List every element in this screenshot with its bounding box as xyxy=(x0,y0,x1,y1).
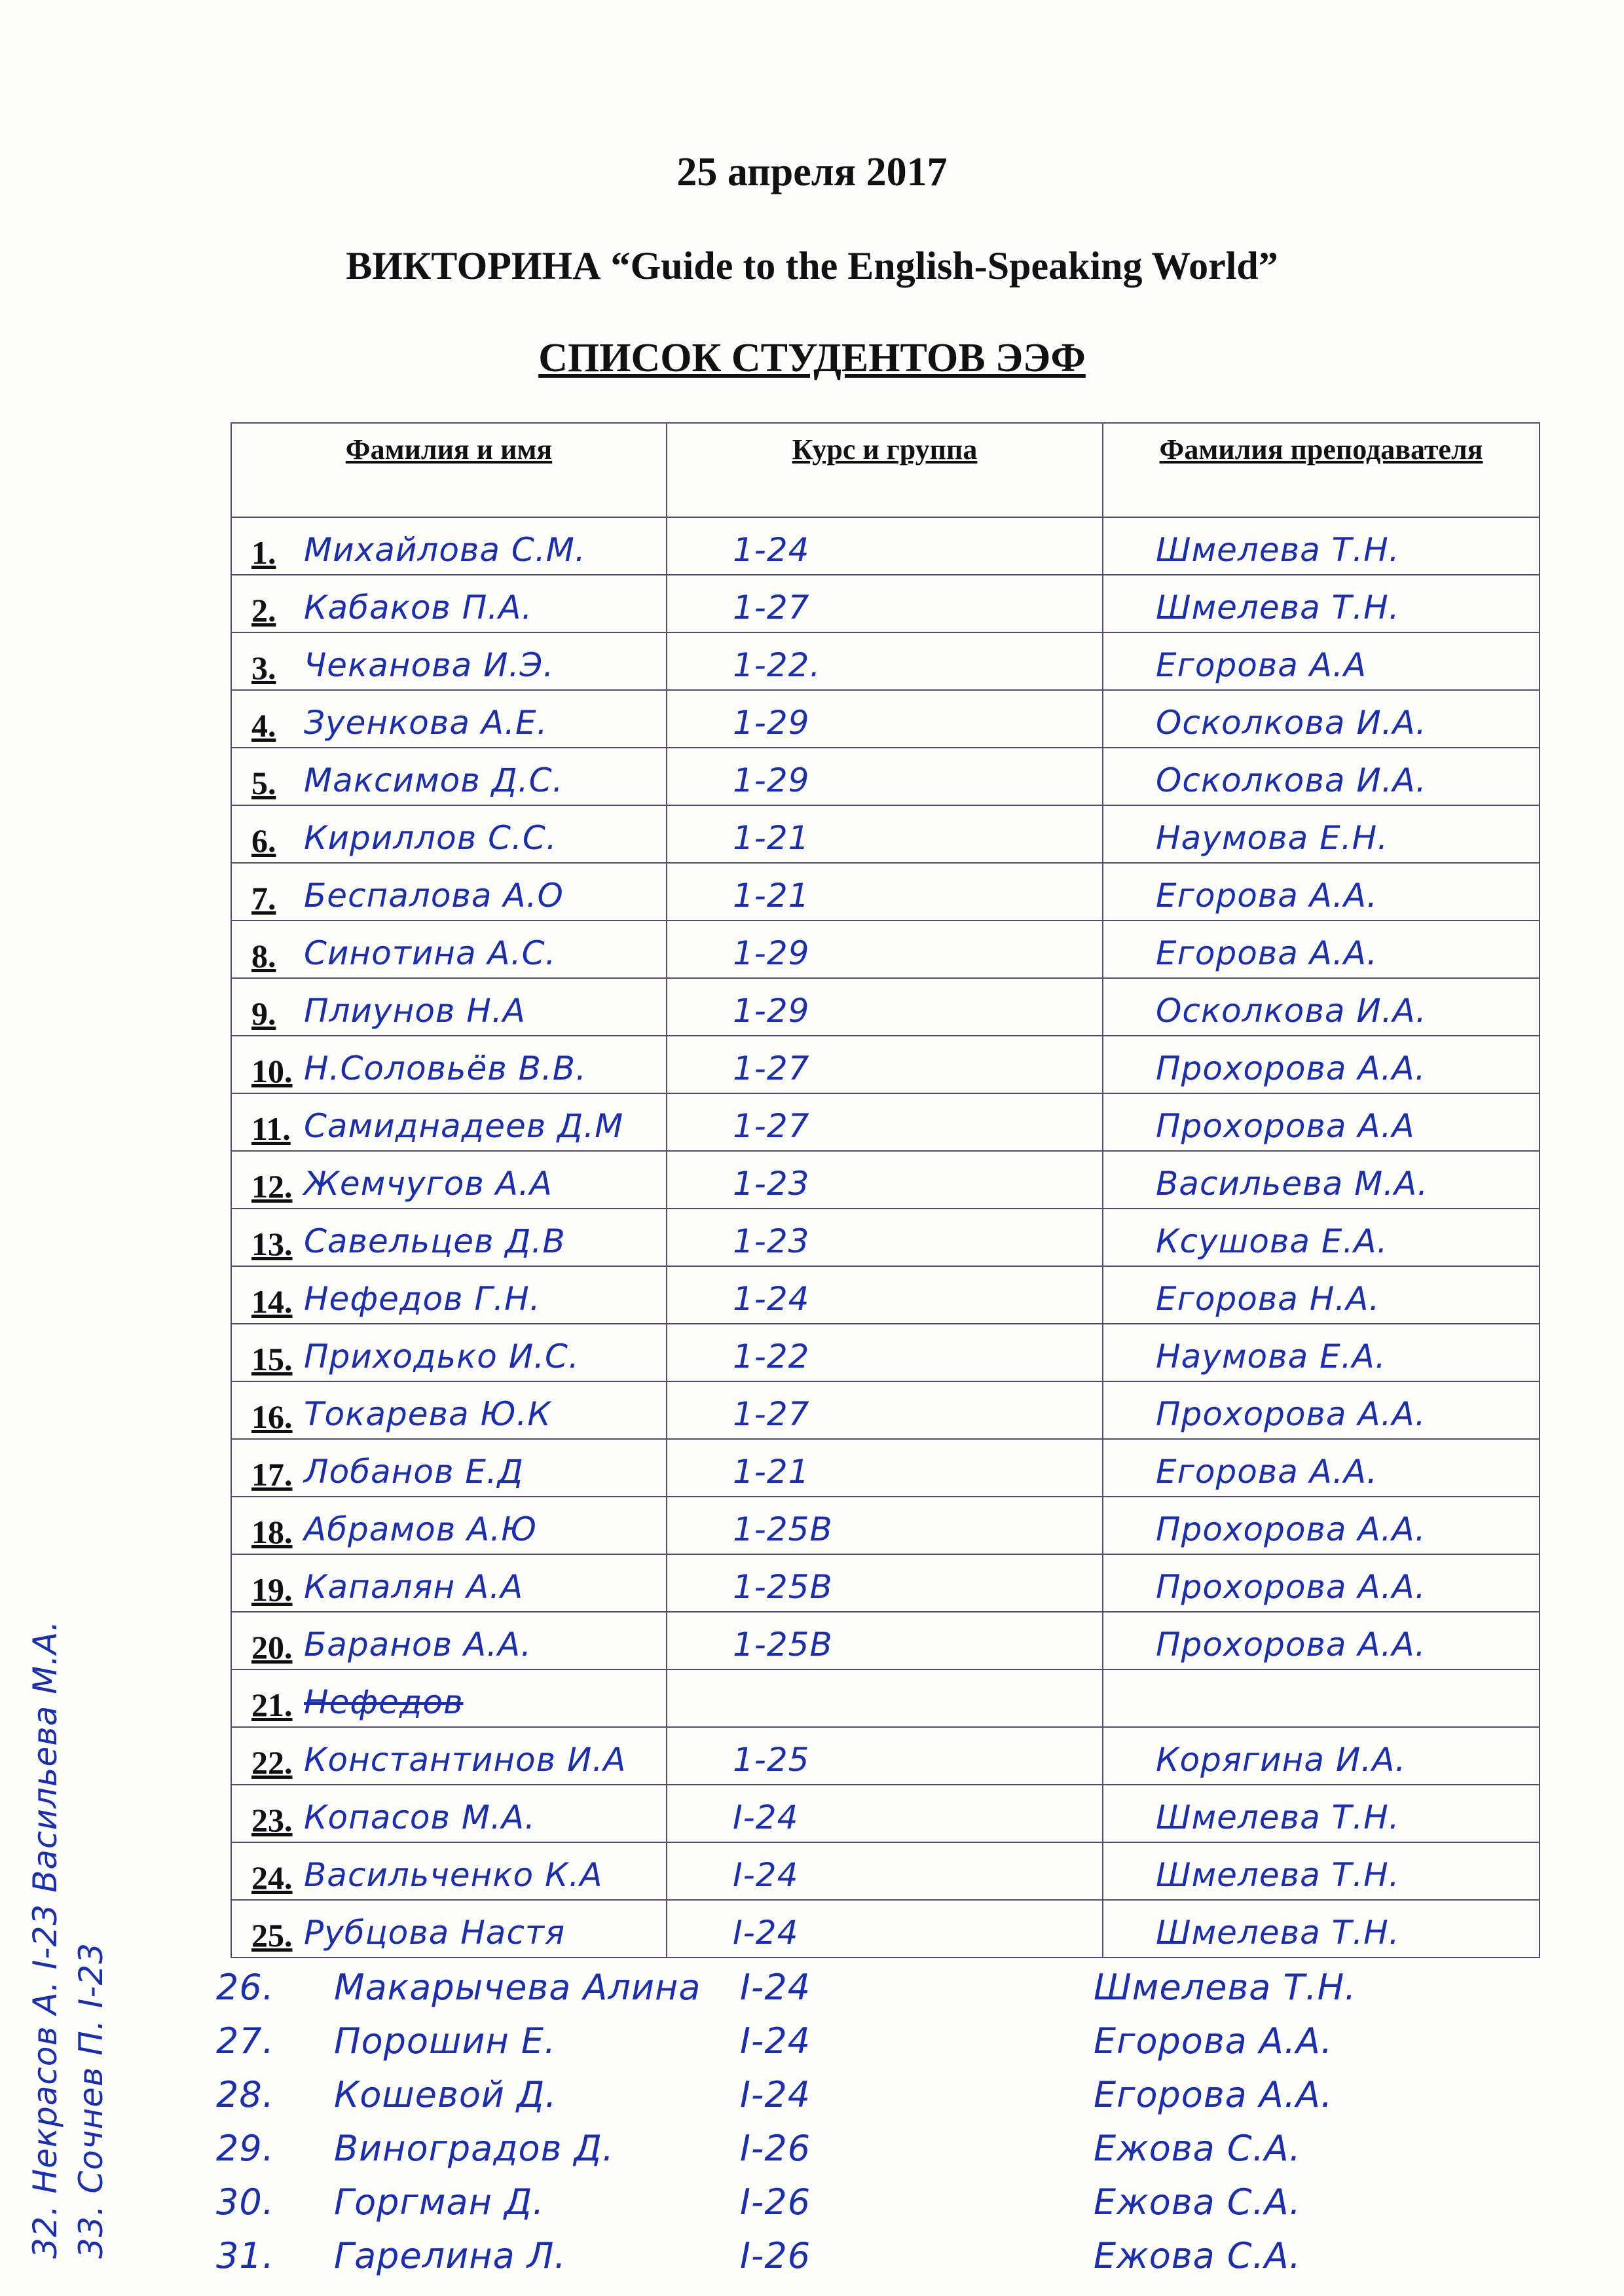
cell-group xyxy=(667,1324,1103,1381)
teacher-name: Шмелева Т.Н. xyxy=(1156,589,1400,627)
student-name: Савельцев Д.В xyxy=(304,1222,566,1260)
extra-teacher-name: Ежова С.А. xyxy=(1094,2128,1301,2169)
cell-teacher xyxy=(1103,1266,1540,1324)
extra-student-name: Гарелина Л. xyxy=(334,2235,566,2276)
table-row xyxy=(231,1612,1540,1669)
student-name: Приходько И.С. xyxy=(304,1338,580,1376)
student-name: Нефедов Г.Н. xyxy=(304,1280,541,1318)
student-name: Самиднадеев Д.М xyxy=(304,1107,624,1145)
cell-group xyxy=(667,1554,1103,1612)
row-number: 10. xyxy=(251,1053,293,1089)
list-title: СПИСОК СТУДЕНТОВ ЭЭФ xyxy=(538,336,1086,380)
cell-name xyxy=(231,1036,667,1093)
student-name: Лобанов Е.Д xyxy=(304,1453,524,1491)
cell-name xyxy=(231,1381,667,1439)
column-header-name: Фамилия и имя xyxy=(231,423,667,517)
cell-name xyxy=(231,805,667,863)
cell-name xyxy=(231,1439,667,1497)
cell-name xyxy=(231,632,667,690)
extra-row xyxy=(216,2115,1526,2169)
teacher-name: Егорова А.А. xyxy=(1156,934,1378,972)
table-row xyxy=(231,517,1540,575)
course-group: 1-21 xyxy=(733,1453,810,1491)
table-row xyxy=(231,1554,1540,1612)
extra-course-group: I-26 xyxy=(740,2128,811,2169)
course-group: 1-21 xyxy=(733,877,810,915)
extra-row-number: 31. xyxy=(216,2235,274,2276)
cell-teacher xyxy=(1103,1554,1540,1612)
extra-student-name: Горгман Д. xyxy=(334,2181,545,2223)
row-number: 20. xyxy=(251,1629,293,1666)
cell-teacher xyxy=(1103,517,1540,575)
extra-row-number: 30. xyxy=(216,2181,274,2223)
cell-name xyxy=(231,690,667,748)
course-group: 1-22 xyxy=(733,1338,810,1376)
table-row xyxy=(231,690,1540,748)
table-row xyxy=(231,1785,1540,1842)
cell-name xyxy=(231,863,667,920)
cell-group xyxy=(667,1266,1103,1324)
row-number: 22. xyxy=(251,1744,293,1781)
extra-row-number: 28. xyxy=(216,2074,274,2115)
student-name: Константинов И.А xyxy=(304,1741,627,1779)
extra-course-group: I-26 xyxy=(740,2235,811,2276)
teacher-name: Шмелева Т.Н. xyxy=(1156,531,1400,569)
table-row xyxy=(231,1727,1540,1785)
student-name: Токарева Ю.К xyxy=(304,1395,551,1433)
course-group: 1-27 xyxy=(733,1049,810,1087)
course-group: I-24 xyxy=(733,1856,799,1894)
student-name: Нефедов xyxy=(304,1683,464,1721)
student-name: Чеканова И.Э. xyxy=(304,646,555,684)
extra-teacher-name: Ежова С.А. xyxy=(1094,2181,1301,2223)
cell-group xyxy=(667,1439,1103,1497)
cell-group xyxy=(667,1151,1103,1209)
student-name: Максимов Д.С. xyxy=(304,761,564,799)
extra-row-number: 27. xyxy=(216,2020,274,2062)
cell-name xyxy=(231,1612,667,1669)
student-name: Жемчугов А.А xyxy=(304,1165,553,1203)
student-name: Синотина А.С. xyxy=(304,934,557,972)
table-row xyxy=(231,1669,1540,1727)
course-group: 1-24 xyxy=(733,531,810,569)
cell-group xyxy=(667,978,1103,1036)
extra-row xyxy=(216,2062,1526,2115)
table-row xyxy=(231,978,1540,1036)
extra-student-name: Порошин Е. xyxy=(334,2020,557,2062)
cell-name xyxy=(231,1669,667,1727)
table-row xyxy=(231,920,1540,978)
teacher-name: Осколкова И.А. xyxy=(1156,761,1427,799)
row-number: 25. xyxy=(251,1917,293,1954)
cell-teacher xyxy=(1103,1497,1540,1554)
table-row xyxy=(231,1439,1540,1497)
extra-student-name: Виноградов Д. xyxy=(334,2128,614,2169)
cell-teacher xyxy=(1103,1785,1540,1842)
column-header-group: Курс и группа xyxy=(667,423,1103,517)
extra-student-name: Кошевой Д. xyxy=(334,2074,557,2115)
extra-row xyxy=(216,1954,1526,2008)
extra-row-number: 26. xyxy=(216,1967,274,2008)
teacher-name: Шмелева Т.Н. xyxy=(1156,1914,1400,1952)
student-name: Плиунов Н.А xyxy=(304,992,526,1030)
cell-group xyxy=(667,1036,1103,1093)
cell-group xyxy=(667,517,1103,575)
cell-name xyxy=(231,1324,667,1381)
cell-group xyxy=(667,1727,1103,1785)
cell-group xyxy=(667,1612,1103,1669)
row-number: 1. xyxy=(251,534,276,571)
cell-name xyxy=(231,1785,667,1842)
cell-teacher xyxy=(1103,1900,1540,1958)
teacher-name: Наумова Е.Н. xyxy=(1156,819,1389,857)
table-row xyxy=(231,1036,1540,1093)
course-group: 1-29 xyxy=(733,934,810,972)
teacher-name: Шмелева Т.Н. xyxy=(1156,1856,1400,1894)
row-number: 24. xyxy=(251,1859,293,1896)
extra-course-group: I-24 xyxy=(740,1967,811,2008)
cell-teacher xyxy=(1103,1036,1540,1093)
cell-group xyxy=(667,632,1103,690)
course-group: I-24 xyxy=(733,1798,799,1836)
teacher-name: Егорова Н.А. xyxy=(1156,1280,1380,1318)
cell-name xyxy=(231,1900,667,1958)
cell-teacher xyxy=(1103,978,1540,1036)
cell-name xyxy=(231,1266,667,1324)
cell-group xyxy=(667,920,1103,978)
teacher-name: Прохорова А.А xyxy=(1156,1107,1415,1145)
course-group: 1-27 xyxy=(733,1107,810,1145)
cell-teacher xyxy=(1103,1612,1540,1669)
table-row xyxy=(231,1151,1540,1209)
cell-group xyxy=(667,1209,1103,1266)
teacher-name: Осколкова И.А. xyxy=(1156,704,1427,742)
table-header-row xyxy=(231,423,1540,517)
row-number: 11. xyxy=(251,1110,291,1147)
cell-group xyxy=(667,1785,1103,1842)
row-number: 7. xyxy=(251,880,276,917)
cell-name xyxy=(231,517,667,575)
table-row xyxy=(231,1266,1540,1324)
table-row xyxy=(231,575,1540,632)
extra-course-group: I-24 xyxy=(740,2020,811,2062)
extra-row xyxy=(216,2223,1526,2276)
course-group: 1-25 xyxy=(733,1741,810,1779)
cell-teacher xyxy=(1103,1324,1540,1381)
cell-name xyxy=(231,1842,667,1900)
row-number: 16. xyxy=(251,1398,293,1435)
student-name: Васильченко К.А xyxy=(304,1856,603,1894)
extra-teacher-name: Ежова С.А. xyxy=(1094,2235,1301,2276)
row-number: 13. xyxy=(251,1226,293,1262)
cell-name xyxy=(231,1497,667,1554)
row-number: 19. xyxy=(251,1571,293,1608)
table-row xyxy=(231,1209,1540,1266)
extra-teacher-name: Егорова А.А. xyxy=(1094,2074,1333,2115)
cell-group xyxy=(667,805,1103,863)
cell-teacher xyxy=(1103,1669,1540,1727)
margin-note-32: 32. Некрасов А. I-23 Васильева М.А. xyxy=(26,1620,64,2259)
cell-teacher xyxy=(1103,920,1540,978)
student-name: Баранов А.А. xyxy=(304,1626,532,1664)
teacher-name: Корягина И.А. xyxy=(1156,1741,1407,1779)
row-number: 9. xyxy=(251,995,276,1032)
teacher-name: Егорова А.А xyxy=(1156,646,1367,684)
cell-name xyxy=(231,748,667,805)
cell-group xyxy=(667,1093,1103,1151)
course-group: 1-25В xyxy=(733,1568,833,1606)
student-name: Кабаков П.А. xyxy=(304,589,533,627)
course-group: 1-22. xyxy=(733,646,821,684)
student-name: Н.Соловьёв В.В. xyxy=(304,1049,587,1087)
extra-teacher-name: Шмелева Т.Н. xyxy=(1094,1967,1357,2008)
table-row xyxy=(231,1842,1540,1900)
row-number: 14. xyxy=(251,1283,293,1320)
teacher-name: Егорова А.А. xyxy=(1156,1453,1378,1491)
extra-course-group: I-24 xyxy=(740,2074,811,2115)
student-name: Абрамов А.Ю xyxy=(304,1510,538,1548)
cell-group xyxy=(667,748,1103,805)
course-group: 1-23 xyxy=(733,1222,810,1260)
table-row xyxy=(231,1381,1540,1439)
cell-teacher xyxy=(1103,1151,1540,1209)
document-date: 25 апреля 2017 xyxy=(676,150,948,194)
row-number: 23. xyxy=(251,1802,293,1838)
cell-teacher xyxy=(1103,1209,1540,1266)
table-row xyxy=(231,1324,1540,1381)
cell-group xyxy=(667,1497,1103,1554)
cell-group xyxy=(667,575,1103,632)
course-group: 1-25В xyxy=(733,1510,833,1548)
course-group: 1-29 xyxy=(733,761,810,799)
student-name: Беспалова А.О xyxy=(304,877,564,915)
column-header-teacher: Фамилия преподавателя xyxy=(1103,423,1540,517)
cell-teacher xyxy=(1103,1093,1540,1151)
teacher-name: Прохорова А.А. xyxy=(1156,1510,1426,1548)
cell-group xyxy=(667,863,1103,920)
extra-row xyxy=(216,2169,1526,2223)
teacher-name: Егорова А.А. xyxy=(1156,877,1378,915)
row-number: 8. xyxy=(251,938,276,974)
row-number: 21. xyxy=(251,1686,293,1723)
student-name: Копасов М.А. xyxy=(304,1798,536,1836)
cell-name xyxy=(231,1151,667,1209)
student-name: Рубцова Настя xyxy=(304,1914,566,1952)
cell-teacher xyxy=(1103,1439,1540,1497)
cell-group xyxy=(667,690,1103,748)
cell-group xyxy=(667,1669,1103,1727)
cell-teacher xyxy=(1103,805,1540,863)
teacher-name: Наумова Е.А. xyxy=(1156,1338,1386,1376)
table-row xyxy=(231,1093,1540,1151)
course-group: 1-21 xyxy=(733,819,810,857)
extra-row xyxy=(216,2008,1526,2062)
cell-group xyxy=(667,1842,1103,1900)
table-row xyxy=(231,805,1540,863)
document-title: ВИКТОРИНА “Guide to the English-Speaking World” xyxy=(346,244,1278,287)
cell-name xyxy=(231,1209,667,1266)
row-number: 18. xyxy=(251,1514,293,1550)
extra-course-group: I-26 xyxy=(740,2181,811,2223)
cell-name xyxy=(231,1093,667,1151)
cell-teacher xyxy=(1103,632,1540,690)
teacher-name: Прохорова А.А. xyxy=(1156,1568,1426,1606)
row-number: 12. xyxy=(251,1168,293,1205)
teacher-name: Прохорова А.А. xyxy=(1156,1049,1426,1087)
row-number: 4. xyxy=(251,707,276,744)
course-group: 1-24 xyxy=(733,1280,810,1318)
cell-teacher xyxy=(1103,863,1540,920)
margin-note-33: 33. Сочнев П. I-23 xyxy=(72,1942,110,2259)
row-number: 15. xyxy=(251,1341,293,1377)
course-group: 1-27 xyxy=(733,589,810,627)
cell-teacher xyxy=(1103,1842,1540,1900)
cell-teacher xyxy=(1103,690,1540,748)
table-row xyxy=(231,1497,1540,1554)
cell-group xyxy=(667,1900,1103,1958)
teacher-name: Васильева М.А. xyxy=(1156,1165,1429,1203)
table-row xyxy=(231,632,1540,690)
table-body xyxy=(231,517,1540,1958)
cell-name xyxy=(231,920,667,978)
cell-name xyxy=(231,978,667,1036)
student-name: Михайлова С.М. xyxy=(304,531,586,569)
table-row xyxy=(231,748,1540,805)
row-number: 3. xyxy=(251,649,276,686)
extra-student-name: Макарычева Алина xyxy=(334,1967,701,2008)
table-row xyxy=(231,1900,1540,1958)
extra-teacher-name: Егорова А.А. xyxy=(1094,2020,1333,2062)
extra-row-number: 29. xyxy=(216,2128,274,2169)
row-number: 6. xyxy=(251,822,276,859)
student-name: Капалян А.А xyxy=(304,1568,524,1606)
cell-group xyxy=(667,1381,1103,1439)
student-name: Зуенкова А.Е. xyxy=(304,704,548,742)
teacher-name: Ксушова Е.А. xyxy=(1156,1222,1388,1260)
cell-name xyxy=(231,1554,667,1612)
row-number: 5. xyxy=(251,765,276,801)
cell-teacher xyxy=(1103,575,1540,632)
cell-name xyxy=(231,575,667,632)
course-group: 1-23 xyxy=(733,1165,810,1203)
course-group: 1-27 xyxy=(733,1395,810,1433)
table-row xyxy=(231,863,1540,920)
course-group: 1-25В xyxy=(733,1626,833,1664)
teacher-name: Прохорова А.А. xyxy=(1156,1626,1426,1664)
row-number: 2. xyxy=(251,592,276,629)
course-group: 1-29 xyxy=(733,992,810,1030)
row-number: 17. xyxy=(251,1456,293,1493)
cell-teacher xyxy=(1103,1727,1540,1785)
cell-teacher xyxy=(1103,748,1540,805)
course-group: I-24 xyxy=(733,1914,799,1952)
cell-teacher xyxy=(1103,1381,1540,1439)
teacher-name: Шмелева Т.Н. xyxy=(1156,1798,1400,1836)
student-name: Кириллов С.С. xyxy=(304,819,557,857)
cell-name xyxy=(231,1727,667,1785)
student-table xyxy=(231,422,1540,1958)
teacher-name: Прохорова А.А. xyxy=(1156,1395,1426,1433)
teacher-name: Осколкова И.А. xyxy=(1156,992,1427,1030)
course-group: 1-29 xyxy=(733,704,810,742)
